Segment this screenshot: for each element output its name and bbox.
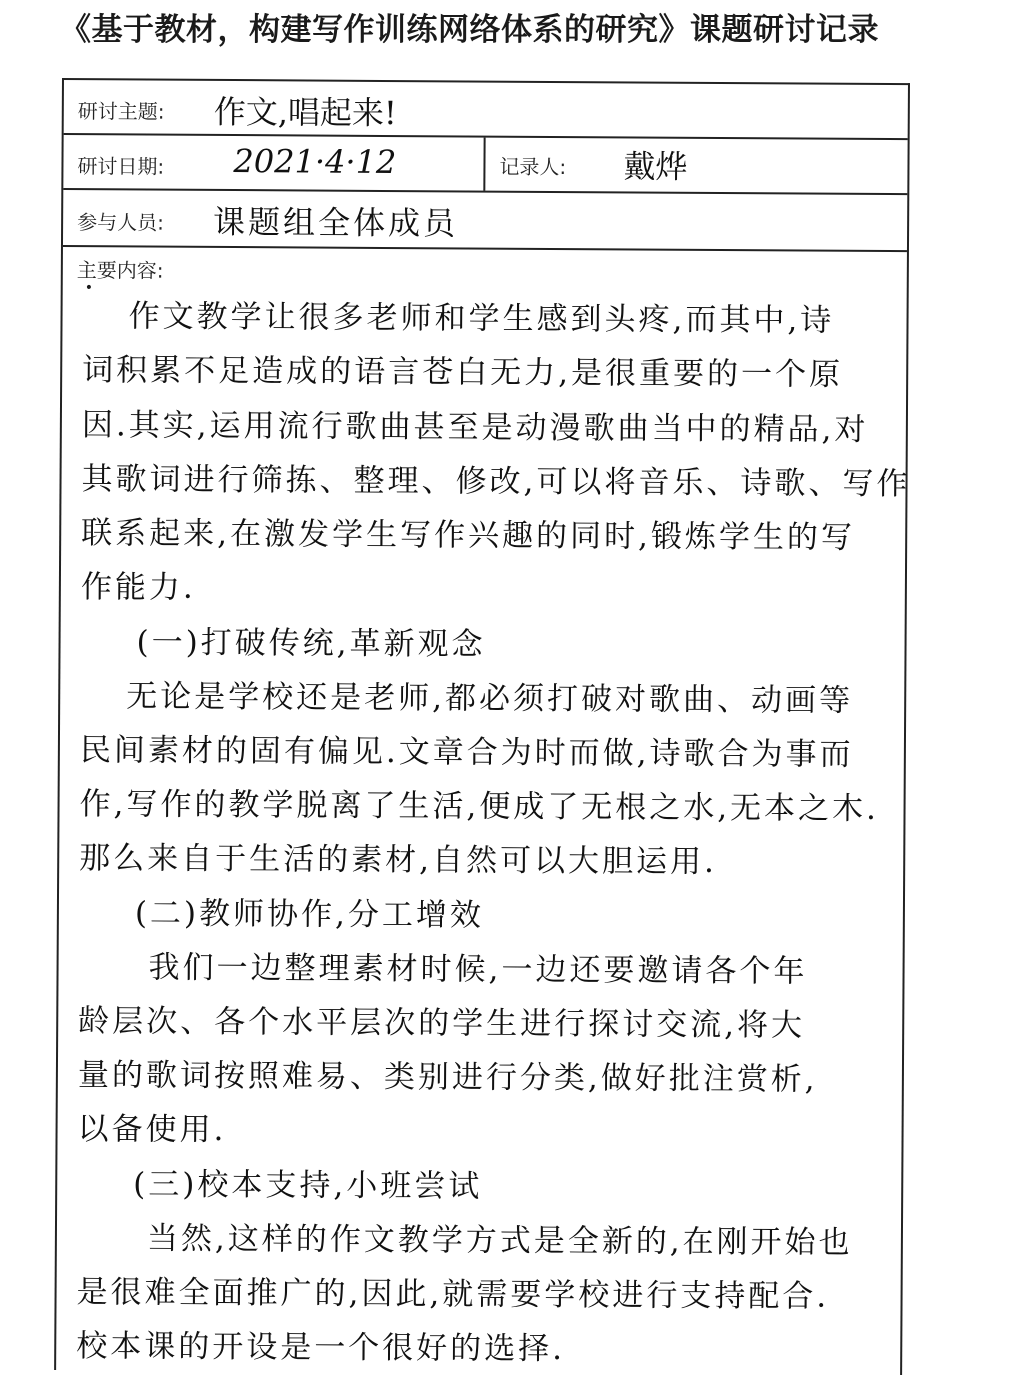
content-line: 以备使用. — [77, 1111, 227, 1149]
content-label: 主要内容: — [76, 258, 164, 283]
content-line: 因.其实,运用流行歌曲甚至是动漫歌曲当中的精品,对 — [81, 407, 869, 448]
date-row — [63, 135, 907, 195]
content-line: 词积累不足造成的语言苍白无力,是很重要的一个原 — [82, 352, 844, 393]
content-body — [76, 290, 911, 1368]
bullet-dot: • — [84, 280, 94, 297]
topic-value: 作文,唱起来! — [213, 92, 397, 133]
content-line: 龄层次、各个水平层次的学生进行探讨交流,将大 — [78, 1003, 806, 1044]
date-value: 2021·4·12 — [233, 142, 397, 182]
topic-label: 研讨主题: — [77, 99, 165, 124]
content-line: 量的歌词按照难易、类别进行分类,做好批注赏析, — [77, 1057, 818, 1098]
participants-label: 参与人员: — [77, 210, 164, 235]
recorder-label: 记录人: — [499, 154, 567, 180]
participants-row — [63, 190, 907, 252]
section-heading: (一)打破传统,革新观念 — [136, 624, 486, 663]
content-line: 作能力. — [80, 569, 196, 606]
section-heading: (三)校本支持,小班尝试 — [133, 1166, 483, 1205]
content-line: 当然,这样的作文教学方式是全新的,在刚开始也 — [146, 1220, 853, 1261]
content-line: 无论是学校还是老师,都必须打破对歌曲、动画等 — [126, 678, 854, 719]
content-line: 联系起来,在激发学生写作兴趣的同时,锻炼学生的写 — [81, 515, 856, 556]
record-table — [54, 78, 910, 1375]
content-line: 作,写作的教学脱离了生活,便成了无根之水,无本之木. — [79, 786, 880, 828]
content-line: 其歌词进行筛拣、整理、修改,可以将音乐、诗歌、写作 — [81, 461, 911, 503]
section-heading: (二)教师协作,分工增效 — [134, 895, 485, 934]
content-line: 校本课的开设是一个很好的选择. — [76, 1328, 566, 1368]
document-title: 《基于教材，构建写作训练网络体系的研究》课题研讨记录 — [60, 12, 879, 48]
content-line: 是很难全面推广的,因此,就需要学校进行支持配合. — [76, 1274, 830, 1315]
topic-row — [64, 80, 908, 140]
content-line: 那么来自于生活的素材,自然可以大胆运用. — [79, 840, 718, 881]
participants-value: 课题组全体成员 — [213, 202, 459, 243]
date-divider — [483, 138, 485, 191]
recorder-value: 戴烨 — [623, 147, 688, 186]
content-line: 民间素材的固有偏见.文章合为时而做,诗歌合为事而 — [79, 732, 854, 773]
date-label: 研讨日期: — [77, 154, 165, 179]
content-line: 我们一边整理素材时候,一边还要邀请各个年 — [148, 949, 808, 990]
content-line: 作文教学让很多老师和学生感到头疼,而其中,诗 — [128, 298, 835, 339]
